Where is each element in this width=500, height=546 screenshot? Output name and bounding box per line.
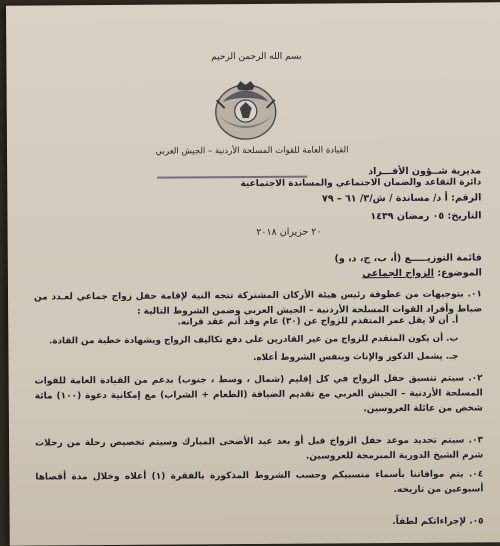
condition-b: ب. أن يكون المتقدم للزواج من غير القادرين على دفع تكاليف الزواج وبشهادة خطية من القادة. (48, 333, 459, 347)
directorate-title: مديرية شــؤون الأفـــراد (368, 165, 482, 178)
subject-line (362, 267, 482, 279)
date-hijri: التاريخ: ٠٥ رمضان ١٤٣٩ (370, 210, 482, 223)
distribution-list: قائمة التوزيـــــع (أ، ب، ج، د، و) (334, 252, 482, 265)
subject-label: الموضوع: (437, 267, 482, 279)
reference-number: الرقم: أ د/ مساندة / ش/٣/ ٦١ – ٧٩ (321, 192, 482, 205)
condition-c: جـ. يشمل الذكور والإناث وبنفس الشروط أعلاه. (253, 351, 459, 364)
document-page (6, 2, 500, 545)
bismillah-text: بسم الله الرحمن الرحيم (211, 51, 302, 63)
paragraph-5: ٠٥. لإجراءاتكم لطفاً. (392, 516, 484, 528)
department-title: دائرة التقاعد والضمان الاجتماعي والمساندة الاجتماعية (240, 177, 482, 190)
paragraph-1: ٠١. بتوجيهات من عطوفة رئيس هيئة الأركان المشتركة تتجه النية لإقامة حفل زواج جماعي لعـدد من ضباط وأفراد القوات المسلحة الأردنية – الجيش العربي وضمن الشروط التالية : (34, 289, 483, 317)
general-command-line: القيادة العامة للقوات المسلحة الأردنية – الجيش العربي (155, 145, 349, 157)
paragraph-2: ٠٢. سيتم تنسيق حفل الزواج في كل إقليم (شمال ، وسط ، جنوب) بدعم من القيادة العامة للقوات المسلحة الأردنية – الجيش العربي مع تقديم الضيافة (الطعام + الشراب) مع إمكانية دعوة (١٠٠) مائة شخص من عائلة العروسين. (34, 373, 483, 415)
paragraph-3: ٠٣. سيتم تحديد موعد حفل الزواج قبل أو بعد عيد الأضحى المبارك وسيتم تخصيص رحلة من رحلات شرم الشيخ الدورية المبرمجة للعروسين. (35, 435, 484, 462)
condition-a: أ. أن لا يقل عمر المتقدم للزواج عن (٣٠) عام وقد أتم عقد قرانه. (177, 315, 459, 328)
paragraph-4: ٠٤. يتم موافاتنا بأسماء منسبيكم وحسب الشروط المذكورة بالفقرة (١) أعلاه وخلال مدة أقصاها أسبوعين من تاريخه. (35, 469, 484, 496)
subject-value: الزواج الجماعي (362, 267, 435, 280)
jordan-armed-forces-emblem-icon (211, 78, 281, 142)
date-gregorian: ٢٠ حزيران ٢٠١٨ (256, 226, 322, 238)
